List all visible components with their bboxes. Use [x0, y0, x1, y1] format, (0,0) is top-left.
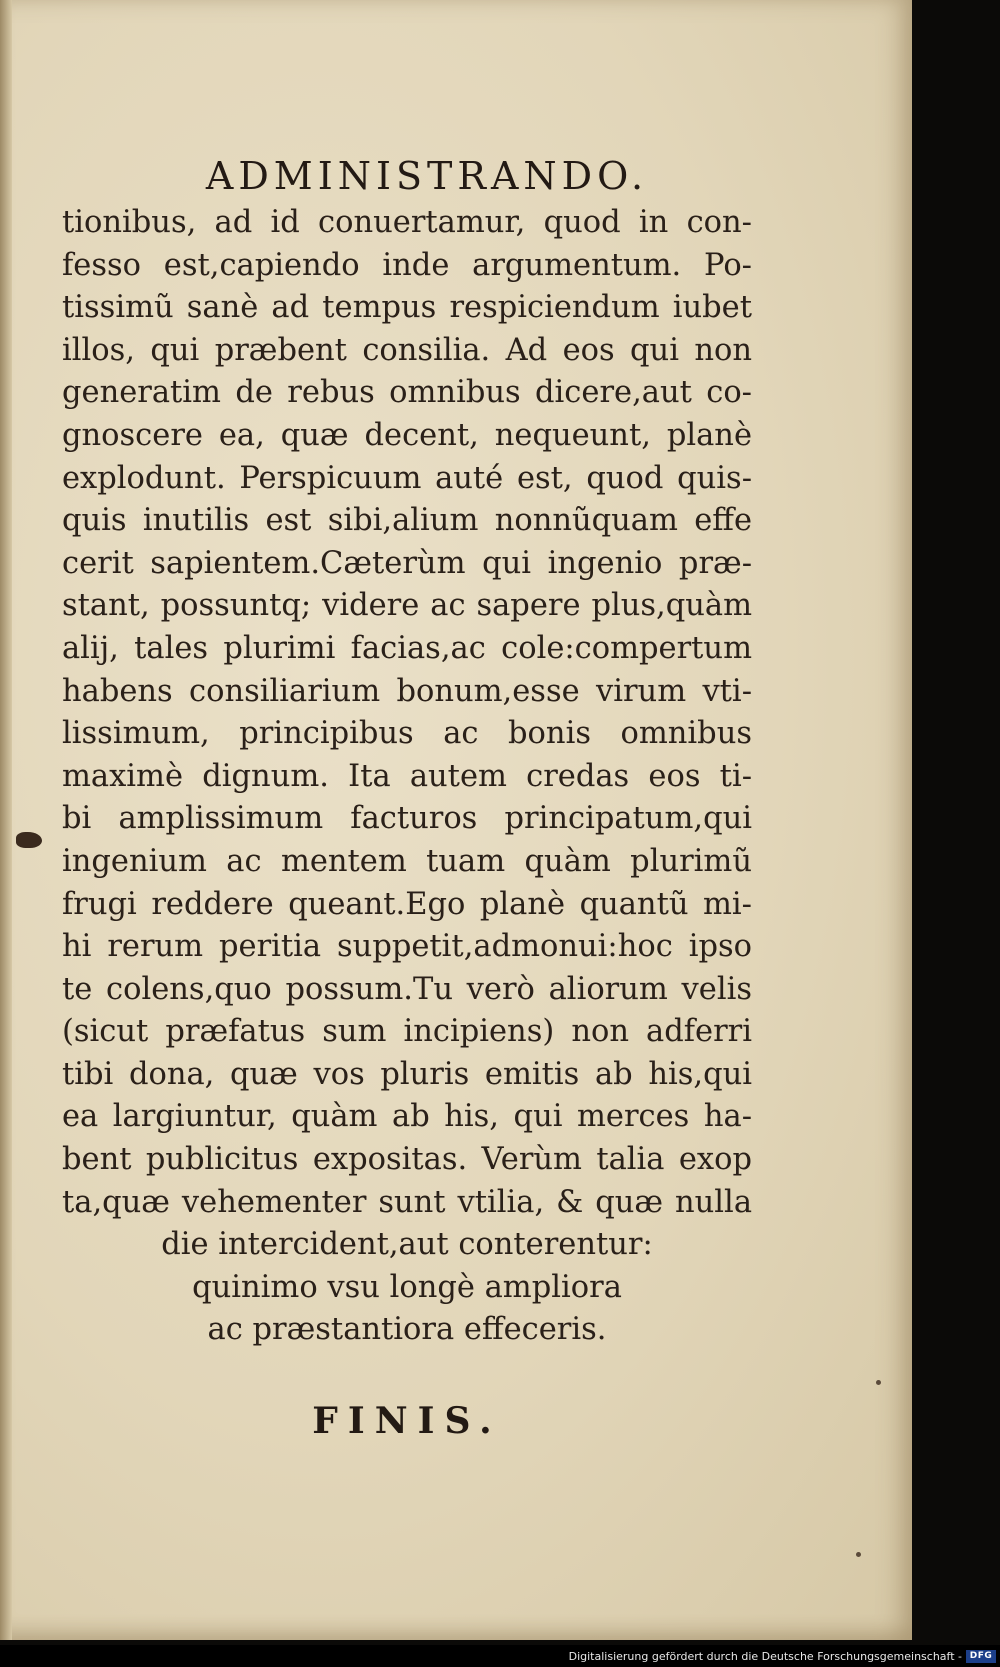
footer-credit: Digitalisierung gefördert durch die Deutsche Forschungsgemeinschaft -	[568, 1650, 962, 1663]
closing-line: ac præstantiora effeceris.	[207, 1312, 607, 1348]
text-line: te colens,quo possum.Tu verò aliorum velis	[62, 971, 752, 1007]
paper-speck	[856, 1552, 861, 1557]
text-line: fesso est,capiendo inde argumentum. Po-	[62, 247, 752, 283]
text-line: tibi dona, quæ vos pluris emitis ab his,qui	[62, 1056, 752, 1092]
text-line: bent publicitus expositas. Verùm talia exop	[62, 1142, 752, 1178]
running-head: ADMINISTRANDO.	[205, 154, 649, 198]
text-line: gnoscere ea, quæ decent, nequeunt, planè	[62, 417, 752, 453]
text-line: cerit sapientem.Cæterùm qui ingenio præ-	[62, 545, 752, 581]
page-gutter	[0, 0, 12, 1640]
dfg-logo: DFG	[966, 1650, 996, 1663]
text-line: (sicut præfatus sum incipiens) non adferri	[62, 1014, 752, 1050]
text-line: generatim de rebus omnibus dicere,aut co-	[62, 375, 752, 411]
text-line: stant, possuntq; videre ac sapere plus,quàm	[62, 588, 752, 624]
closing-text	[62, 1224, 762, 1352]
text-line: hi rerum peritia suppetit,admonui:hoc ipso	[62, 929, 752, 965]
margin-ink-mark	[16, 832, 42, 848]
paper-speck	[876, 1380, 881, 1385]
closing-line: die intercident,aut conterentur:	[161, 1227, 653, 1263]
text-line: tionibus, ad id conuertamur, quod in con-	[62, 205, 752, 240]
text-line: frugi reddere queant.Ego planè quantũ mi-	[62, 886, 752, 922]
text-line: quis inutilis est sibi,alium nonnũquam effe	[62, 503, 752, 539]
text-line: habens consiliarium bonum,esse virum vti-	[62, 673, 752, 709]
text-line: ea largiuntur, quàm ab his, qui merces ha-	[62, 1099, 752, 1135]
footer-bar	[0, 1645, 1000, 1667]
page-text-block	[62, 150, 762, 1442]
text-line: alij, tales plurimi facias,ac cole:compertum	[62, 630, 752, 666]
text-line: lissimum, principibus ac bonis omnibus	[62, 716, 752, 752]
text-line: illos, qui præbent consilia. Ad eos qui non	[62, 332, 752, 368]
text-line: tissimũ sanè ad tempus respiciendum iubet	[62, 290, 752, 326]
closing-line: quinimo vsu longè ampliora	[192, 1269, 622, 1305]
finis-label: FINIS.	[312, 1400, 502, 1443]
body-text	[62, 202, 762, 1224]
text-line: ingenium ac mentem tuam quàm plurimũ	[62, 843, 752, 879]
text-line: explodunt. Perspicuum auté est, quod quis-	[62, 460, 752, 496]
text-line: bi amplissimum facturos principatum,qui	[62, 801, 752, 837]
text-line: maximè dignum. Ita autem credas eos ti-	[62, 758, 752, 794]
text-line: ta,quæ vehementer sunt vtilia, & quæ nulla	[62, 1184, 752, 1220]
